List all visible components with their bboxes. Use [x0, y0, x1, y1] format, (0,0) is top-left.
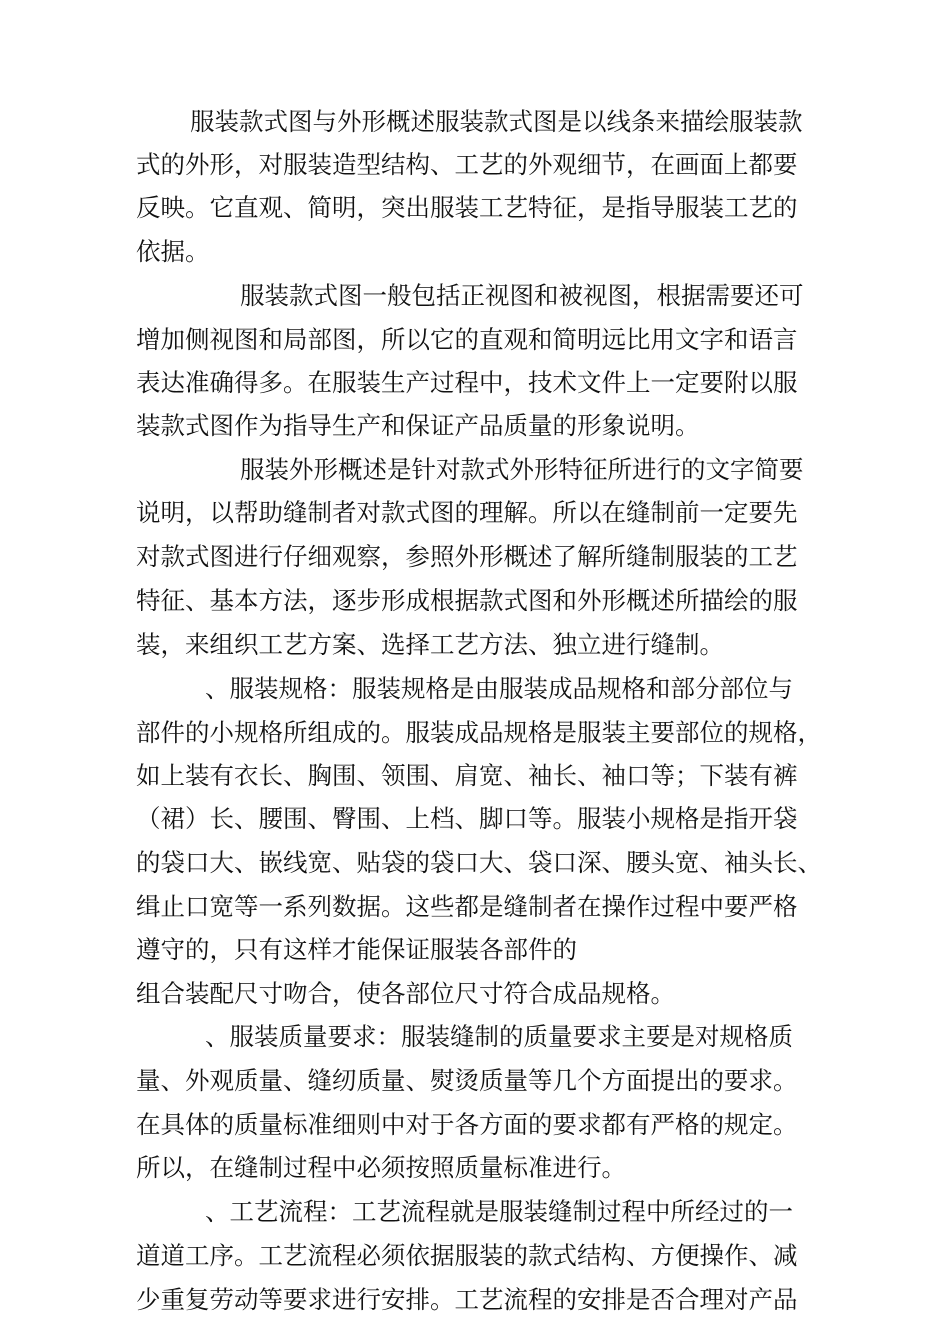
text-line: （裙）长、腰围、臀围、上档、脚口等。服装小规格是指开袋: [136, 804, 798, 833]
text-line: 如上装有衣长、胸围、领围、肩宽、袖长、袖口等；下装有裤: [136, 761, 798, 790]
text-line: 服装款式图一般包括正视图和被视图，根据需要还可: [240, 281, 804, 310]
text-line: 组合装配尺寸吻合，使各部位尺寸符合成品规格。: [136, 979, 675, 1008]
text-line: 装，来组织工艺方案、选择工艺方法、独立进行缝制。: [136, 630, 724, 659]
text-line: 的袋口大、嵌线宽、贴袋的袋口大、袋口深、腰头宽、袖头长、: [136, 848, 822, 877]
text-line: 依据。: [136, 237, 210, 266]
text-line: 对款式图进行仔细观察，参照外形概述了解所缝制服装的工艺: [136, 542, 798, 571]
text-line: 增加侧视图和局部图，所以它的直观和简明远比用文字和语言: [136, 325, 798, 354]
text-line: 所以，在缝制过程中必须按照质量标准进行。: [136, 1153, 626, 1182]
text-line: 服装外形概述是针对款式外形特征所进行的文字简要: [240, 455, 804, 484]
text-line: 、工艺流程：工艺流程就是服装缝制过程中所经过的一: [205, 1197, 793, 1226]
text-line: 服装款式图与外形概述服装款式图是以线条来描绘服装款: [190, 107, 803, 136]
text-line: 、服装规格：服装规格是由服装成品规格和部分部位与: [205, 674, 793, 703]
text-line: 缉止口宽等一系列数据。这些都是缝制者在操作过程中要严格: [136, 892, 798, 921]
text-line: 遵守的，只有这样才能保证服装各部件的: [136, 935, 577, 964]
text-line: 装款式图作为指导生产和保证产品质量的形象说明。: [136, 411, 700, 440]
text-line: 少重复劳动等要求进行安排。工艺流程的安排是否合理对产品: [136, 1285, 798, 1314]
text-line: 特征、基本方法，逐步形成根据款式图和外形概述所描绘的服: [136, 586, 798, 615]
text-line: 表达准确得多。在服装生产过程中，技术文件上一定要附以服: [136, 368, 798, 397]
text-line: 在具体的质量标准细则中对于各方面的要求都有严格的规定。: [136, 1110, 798, 1139]
text-line: 部件的小规格所组成的。服装成品规格是服装主要部位的规格，: [136, 718, 822, 747]
text-line: 、服装质量要求：服装缝制的质量要求主要是对规格质: [205, 1022, 793, 1051]
text-line: 式的外形，对服装造型结构、工艺的外观细节，在画面上都要: [136, 150, 798, 179]
text-line: 说明，以帮助缝制者对款式图的理解。所以在缝制前一定要先: [136, 498, 798, 527]
text-line: 反映。它直观、简明，突出服装工艺特征，是指导服装工艺的: [136, 193, 798, 222]
text-line: 道道工序。工艺流程必须依据服装的款式结构、方便操作、减: [136, 1241, 798, 1270]
text-line: 量、外观质量、缝纫质量、熨烫质量等几个方面提出的要求。: [136, 1066, 798, 1095]
